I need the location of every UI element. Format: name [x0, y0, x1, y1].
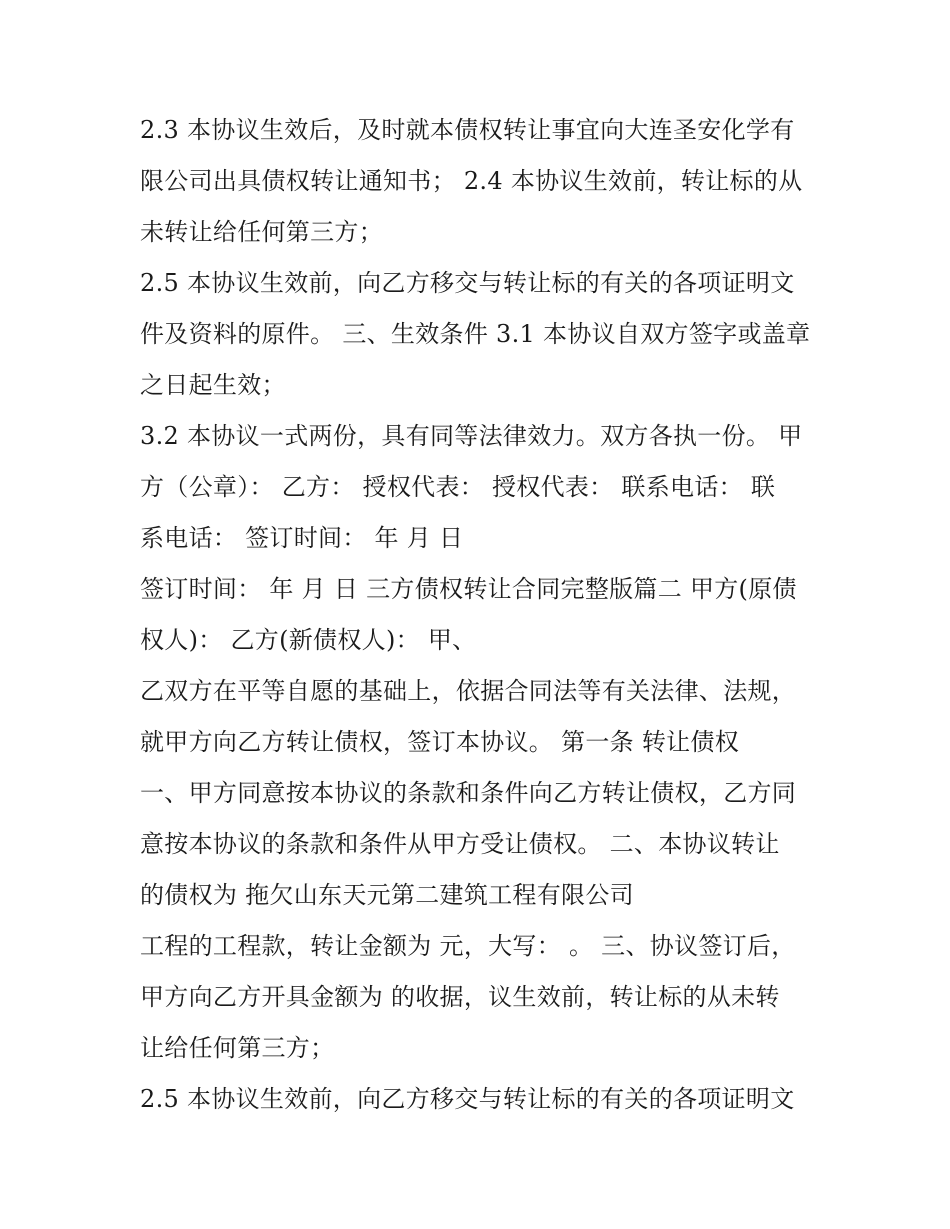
text-line: 权人)： 乙方(新债权人)： 甲、: [140, 626, 477, 654]
text-line: 一、甲方同意按本协议的条款和条件向乙方转让债权，乙方同: [140, 779, 797, 807]
text-line: 2.5 本协议生效前，向乙方移交与转让标的有关的各项证明文: [140, 269, 795, 297]
document-body: [140, 105, 830, 1125]
text-line: 2.3 本协议生效后，及时就本债权转让事宜向大连圣安化学有: [140, 116, 795, 144]
text-line: 就甲方向乙方转让债权，签订本协议。 第一条 转让债权: [140, 728, 740, 756]
text-line: 2.5 本协议生效前，向乙方移交与转让标的有关的各项证明文: [140, 1085, 795, 1113]
text-line: 让给任何第三方；: [140, 1034, 335, 1062]
text-line: 3.2 本协议一式两份，具有同等法律效力。双方各执一份。 甲: [140, 422, 803, 450]
text-line: 之日起生效；: [140, 371, 286, 399]
text-line: 签订时间： 年 月 日 三方债权转让合同完整版篇二 甲方(原债: [140, 575, 797, 603]
text-line: 工程的工程款，转让金额为 元，大写： 。 三、协议签订后，: [140, 932, 796, 960]
text-line: 件及资料的原件。 三、生效条件 3.1 本协议自双方签字或盖章: [140, 320, 811, 348]
text-line: 限公司出具债权转让通知书； 2.4 本协议生效前，转让标的从: [140, 167, 803, 195]
text-line: 未转让给任何第三方；: [140, 218, 383, 246]
text-line: 的债权为 拖欠山东天元第二建筑工程有限公司: [140, 881, 634, 909]
text-line: 意按本协议的条款和条件从甲方受让债权。 二、本协议转让: [140, 830, 780, 858]
text-line: 甲方向乙方开具金额为 的收据，议生效前，转让标的从未转: [140, 983, 780, 1011]
text-line: 方（公章）： 乙方： 授权代表： 授权代表： 联系电话： 联: [140, 473, 776, 501]
text-line: 乙双方在平等自愿的基础上，依据合同法等有关法律、法规，: [140, 677, 797, 705]
text-line: 系电话： 签订时间： 年 月 日: [140, 524, 464, 552]
